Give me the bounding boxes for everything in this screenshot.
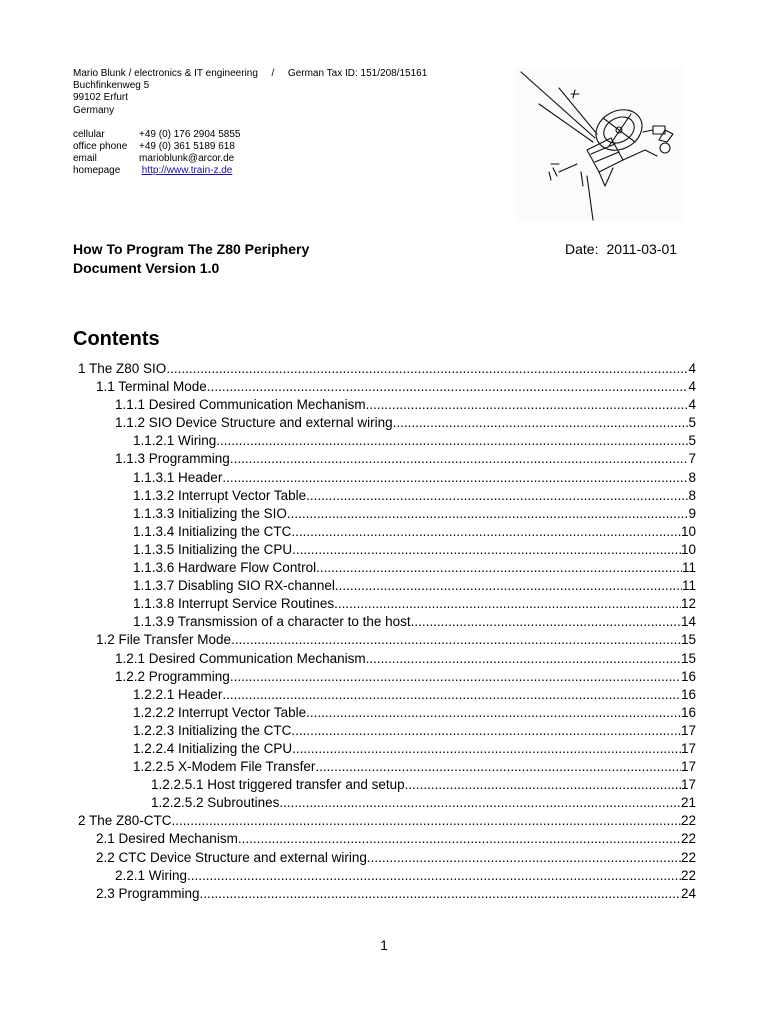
toc-entry-title: 1.1.3.3 Initializing the SIO xyxy=(133,505,287,521)
toc-leader-dots xyxy=(292,740,681,758)
toc-entry-page: 22 xyxy=(680,831,696,847)
toc-leader-dots xyxy=(216,432,688,450)
document-title-block xyxy=(73,240,309,278)
toc-entry[interactable] xyxy=(78,541,696,559)
toc-entry-title: 2.1 Desired Mechanism xyxy=(96,831,238,847)
toc-leader-dots xyxy=(207,378,689,396)
toc-entry-page: 14 xyxy=(680,614,696,630)
toc-leader-dots xyxy=(411,613,681,631)
toc-entry[interactable] xyxy=(78,794,696,812)
toc-leader-dots xyxy=(334,595,681,613)
toc-leader-dots xyxy=(238,830,681,848)
toc-leader-dots xyxy=(335,577,682,595)
toc-entry-page: 15 xyxy=(680,632,696,648)
toc-entry[interactable] xyxy=(78,849,696,867)
toc-entry-title: 1.2.2.5.2 Subroutines xyxy=(151,795,280,811)
toc-entry-page: 11 xyxy=(681,578,696,594)
toc-entry-page: 22 xyxy=(680,849,696,865)
toc-entry-title: 1.2.1 Desired Communication Mechanism xyxy=(115,650,366,666)
toc-leader-dots xyxy=(200,885,681,903)
document-title: How To Program The Z80 Periphery xyxy=(73,241,310,257)
toc-entry-title: 1.1.3.9 Transmission of a character to the host xyxy=(133,614,411,630)
toc-entry[interactable] xyxy=(78,505,696,523)
toc-entry-page: 16 xyxy=(680,686,696,702)
toc-entry[interactable] xyxy=(78,487,696,505)
toc-leader-dots xyxy=(279,794,681,812)
contact-cellular: cellular +49 (0) 176 2904 5855 xyxy=(73,128,241,140)
toc-entry[interactable] xyxy=(78,830,696,848)
date-label: Date: xyxy=(565,241,599,257)
toc-entry[interactable] xyxy=(78,758,696,776)
toc-entry[interactable] xyxy=(78,450,696,468)
homepage-link[interactable]: http://www.train-z.de xyxy=(141,165,233,177)
toc-entry-page: 9 xyxy=(688,505,696,521)
toc-entry-page: 17 xyxy=(680,740,696,756)
document-date xyxy=(565,240,677,259)
toc-entry[interactable] xyxy=(78,722,696,740)
toc-leader-dots xyxy=(292,541,681,559)
toc-entry-page: 10 xyxy=(680,541,696,557)
contact-homepage: homepage http://www.train-z.de xyxy=(73,165,233,177)
toc-leader-dots xyxy=(405,776,681,794)
toc-leader-dots xyxy=(291,523,681,541)
toc-entry-title: 2.2.1 Wiring xyxy=(115,867,188,883)
header-separator: / xyxy=(271,68,275,79)
toc-entry[interactable] xyxy=(78,631,696,649)
toc-entry-title: 1.2.2.4 Initializing the CPU xyxy=(133,740,293,756)
toc-entry[interactable] xyxy=(78,812,696,830)
toc-leader-dots xyxy=(306,487,688,505)
toc-leader-dots xyxy=(166,360,688,378)
toc-entry[interactable] xyxy=(78,378,696,396)
toc-entry[interactable] xyxy=(78,396,696,414)
toc-entry[interactable] xyxy=(78,360,696,378)
toc-entry-title: 1.2.2.1 Header xyxy=(133,686,223,702)
toc-entry[interactable] xyxy=(78,740,696,758)
toc-entry-page: 17 xyxy=(680,777,696,793)
author-line xyxy=(73,68,427,80)
toc-entry-title: 1.1.1 Desired Communication Mechanism xyxy=(115,397,366,413)
toc-entry[interactable] xyxy=(78,414,696,432)
toc-entry[interactable] xyxy=(78,776,696,794)
toc-entry-title: 2.3 Programming xyxy=(96,885,200,901)
toc-entry-title: 1.1.3.8 Interrupt Service Routines xyxy=(133,596,335,612)
toc-entry-page: 4 xyxy=(688,379,696,395)
toc-entry-title: 1.2.2.5 X-Modem File Transfer xyxy=(133,759,316,775)
toc-leader-dots xyxy=(222,686,681,704)
contents-heading: Contents xyxy=(73,328,160,350)
toc-entry-title: 1.2.2 Programming xyxy=(115,668,230,684)
toc-leader-dots xyxy=(287,505,689,523)
toc-entry[interactable] xyxy=(78,704,696,722)
toc-entry-page: 24 xyxy=(680,885,696,901)
toc-entry-page: 12 xyxy=(680,596,696,612)
toc-entry-title: 1.1.2.1 Wiring xyxy=(133,433,217,449)
toc-leader-dots xyxy=(231,631,681,649)
toc-entry-title: 1.2 File Transfer Mode xyxy=(96,632,232,648)
toc-entry-title: 1.1 Terminal Mode xyxy=(96,379,207,395)
page-number: 1 xyxy=(380,937,388,953)
toc-entry-page: 4 xyxy=(688,361,696,376)
toc-leader-dots xyxy=(172,812,681,830)
date-value: 2011-03-01 xyxy=(606,241,678,257)
toc-entry-page: 7 xyxy=(688,451,696,467)
spacer xyxy=(73,117,427,129)
toc-entry-title: 1 The Z80 SIO xyxy=(78,361,167,376)
toc-entry-title: 1.1.3.2 Interrupt Vector Table xyxy=(133,487,307,503)
toc-leader-dots xyxy=(366,396,689,414)
author-name: Mario Blunk / electronics & IT engineering xyxy=(73,68,258,79)
address-city: 99102 Erfurt xyxy=(73,92,129,104)
toc-entry-page: 17 xyxy=(680,759,696,775)
address-country: Germany xyxy=(73,104,115,116)
toc-entry-title: 1.1.3 Programming xyxy=(115,451,230,467)
toc-leader-dots xyxy=(187,867,681,885)
toc-entry-page: 11 xyxy=(681,560,696,576)
toc-entry-page: 4 xyxy=(688,397,696,413)
toc-entry[interactable] xyxy=(78,523,696,541)
document-version: Document Version 1.0 xyxy=(73,260,220,276)
toc-entry[interactable] xyxy=(78,559,696,577)
contact-block xyxy=(73,68,427,178)
table-of-contents xyxy=(78,360,696,903)
toc-entry-title: 1.2.2.3 Initializing the CTC xyxy=(133,722,292,738)
toc-entry[interactable] xyxy=(78,686,696,704)
toc-leader-dots xyxy=(291,722,681,740)
toc-leader-dots xyxy=(393,414,689,432)
spacecraft-drawing-icon xyxy=(515,68,683,222)
toc-leader-dots xyxy=(366,650,681,668)
toc-entry-title: 1.1.3.6 Hardware Flow Control xyxy=(133,560,317,576)
toc-leader-dots xyxy=(230,668,681,686)
toc-entry[interactable] xyxy=(78,668,696,686)
toc-entry-page: 10 xyxy=(680,523,696,539)
contact-office-phone: office phone +49 (0) 361 5189 618 xyxy=(73,141,235,153)
toc-leader-dots xyxy=(306,704,681,722)
toc-entry-title: 1.1.3.7 Disabling SIO RX-channel xyxy=(133,578,335,594)
toc-entry-title: 1.1.3.4 Initializing the CTC xyxy=(133,523,292,539)
toc-entry-page: 5 xyxy=(688,433,696,449)
toc-entry[interactable] xyxy=(78,613,696,631)
toc-entry-title: 1.2.2.5.1 Host triggered transfer and setup xyxy=(151,777,405,793)
toc-entry-page: 17 xyxy=(680,722,696,738)
toc-entry-title: 1.1.2 SIO Device Structure and external wiring xyxy=(115,415,393,431)
toc-leader-dots xyxy=(222,469,688,487)
toc-entry[interactable] xyxy=(78,867,696,885)
toc-leader-dots xyxy=(315,758,681,776)
address-street: Buchfinkenweg 5 xyxy=(73,80,150,92)
toc-entry-page: 8 xyxy=(688,487,696,503)
contact-email: email marioblunk@arcor.de xyxy=(73,153,235,165)
toc-entry-page: 8 xyxy=(688,469,696,485)
toc-entry[interactable] xyxy=(78,650,696,668)
toc-entry-title: 2 The Z80-CTC xyxy=(78,813,172,829)
tax-id: German Tax ID: 151/208/15161 xyxy=(287,68,428,79)
toc-entry[interactable] xyxy=(78,885,696,903)
toc-entry[interactable] xyxy=(78,577,696,595)
toc-entry-page: 22 xyxy=(680,813,696,829)
toc-entry[interactable] xyxy=(78,432,696,450)
toc-entry-page: 16 xyxy=(680,704,696,720)
toc-entry-page: 5 xyxy=(688,415,696,431)
toc-entry[interactable] xyxy=(78,595,696,613)
toc-entry-title: 1.2.2.2 Interrupt Vector Table xyxy=(133,704,307,720)
toc-leader-dots xyxy=(367,849,681,867)
toc-leader-dots xyxy=(230,450,689,468)
toc-entry-page: 21 xyxy=(680,795,696,811)
toc-entry-title: 2.2 CTC Device Structure and external wiring xyxy=(96,849,367,865)
toc-entry-page: 22 xyxy=(680,867,696,883)
toc-entry-title: 1.1.3.1 Header xyxy=(133,469,223,485)
toc-entry-title: 1.1.3.5 Initializing the CPU xyxy=(133,541,293,557)
toc-entry-page: 16 xyxy=(680,668,696,684)
toc-leader-dots xyxy=(316,559,682,577)
toc-entry[interactable] xyxy=(78,469,696,487)
toc-entry-page: 15 xyxy=(680,650,696,666)
